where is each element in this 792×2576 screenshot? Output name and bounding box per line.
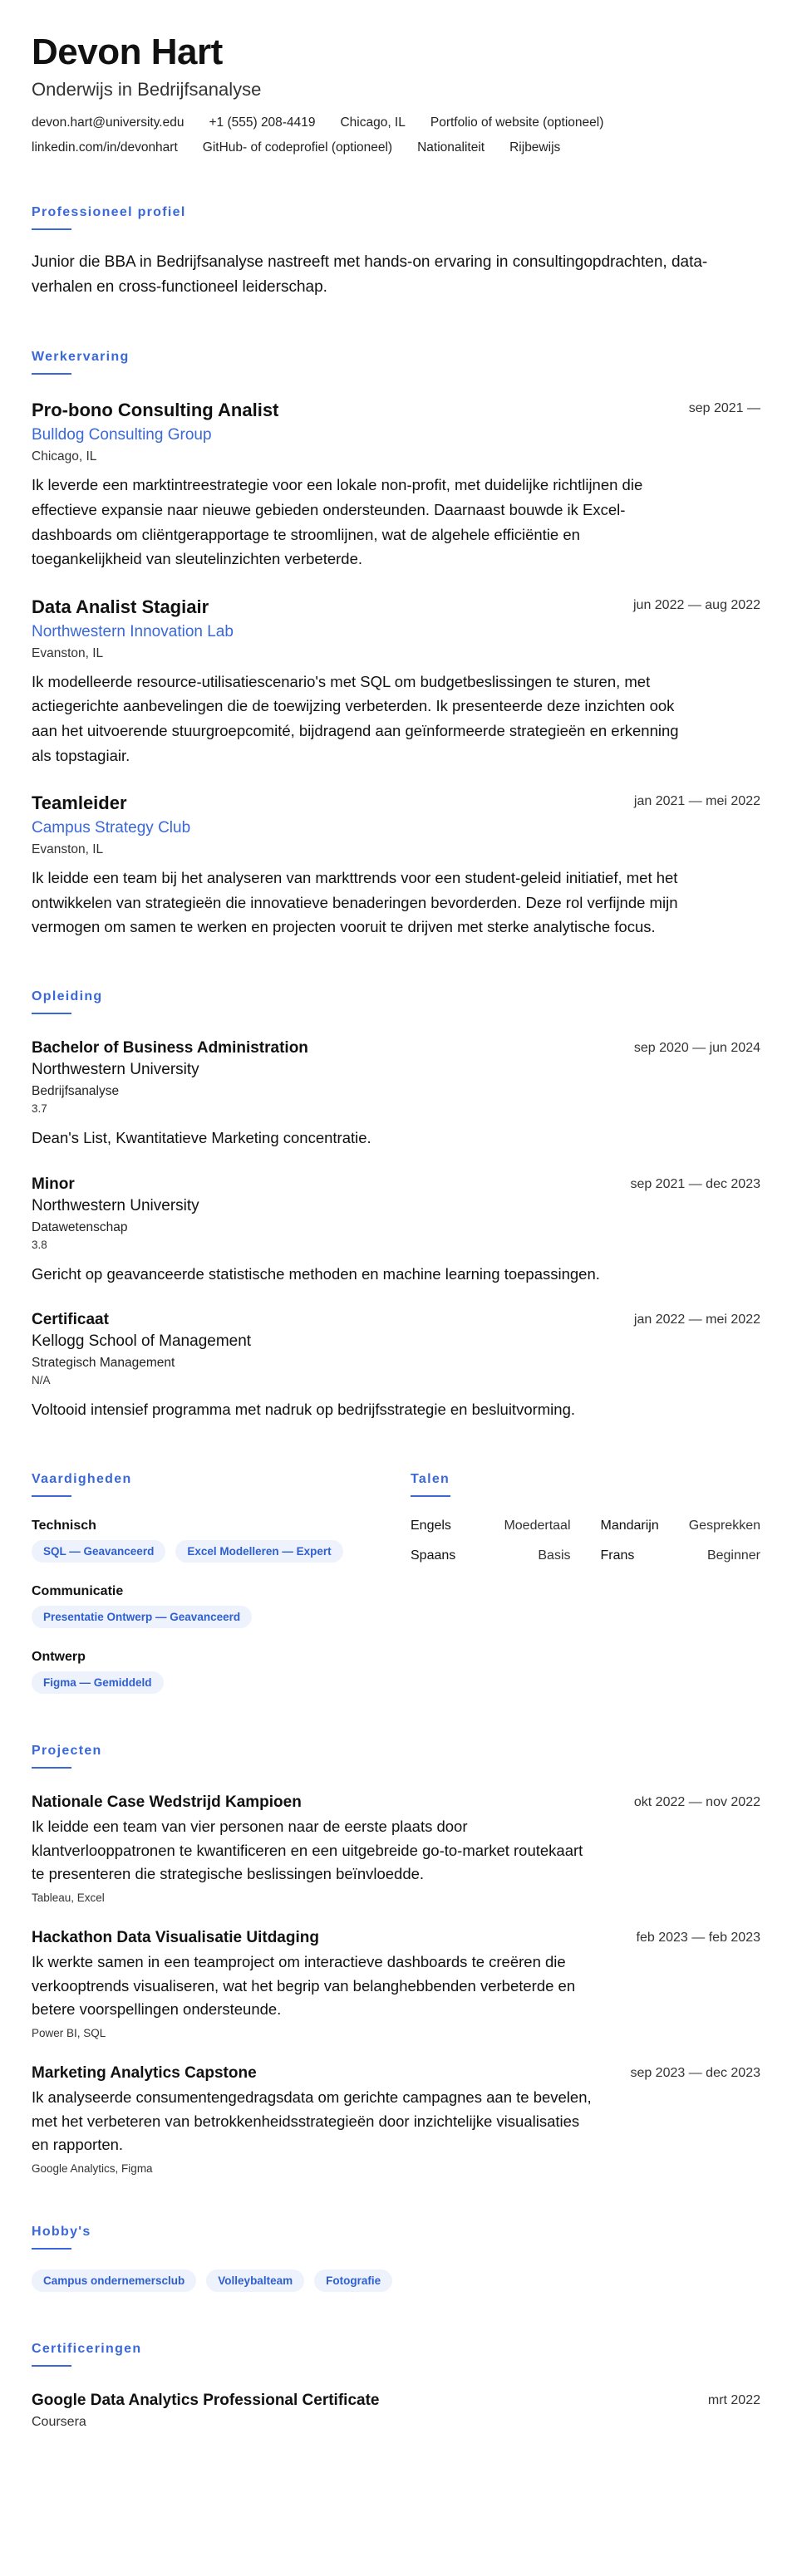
gpa-value: 3.7 [32, 1102, 47, 1115]
languages-grid [411, 1519, 760, 1563]
languages-section [411, 1472, 760, 1694]
section-divider [32, 2365, 71, 2367]
language-item [411, 1548, 571, 1563]
contact-phone[interactable]: +1 (555) 208-4419 [209, 115, 316, 130]
experience-section [32, 350, 760, 940]
job-title: Pro-bono Consulting Analist [32, 400, 279, 421]
job-location: Evanston, IL [32, 842, 104, 857]
skill-chips [32, 1540, 411, 1563]
section-divider [32, 1495, 71, 1497]
skills-section [32, 1472, 411, 1694]
skill-chip: Presentatie Ontwerp — Geavanceerd [32, 1606, 252, 1628]
entry-date: jun 2022 — aug 2022 [632, 597, 760, 612]
skill-group [32, 1584, 411, 1628]
education-entry [32, 1311, 760, 1422]
education-note: Voltooid intensief programma met nadruk op bedrijfsstrategie en besluitvorming. [32, 1401, 576, 1419]
section-title: Certificeringen [32, 2341, 142, 2356]
project-entry [32, 1929, 760, 2039]
field-of-study: Strategisch Management [32, 1356, 175, 1371]
job-location: Chicago, IL [32, 449, 97, 464]
profile-summary: Junior die BBA in Bedrijfsanalyse nastreeft met hands-on ervaring in consultingopdrachten, data-verhalen en cross-functioneel leiderschap. [32, 253, 708, 296]
language-name: Frans [600, 1548, 635, 1563]
project-description: Ik analyseerde consumentengedragsdata om gerichte campagnes aan te bevelen, met het verbeteren van betrokkenheidsstrategieën door inzichtelijke visualisaties en rapporten. [32, 2088, 592, 2154]
language-level: Moedertaal [504, 1518, 571, 1533]
education-note: Gericht op geavanceerde statistische methoden en machine learning toepassingen. [32, 1264, 600, 1283]
hobby-chips [32, 2269, 760, 2292]
gpa-value: N/A [32, 1374, 51, 1387]
language-level: Basis [538, 1548, 571, 1563]
section-title: Werkervaring [32, 350, 130, 365]
entry-date: sep 2023 — dec 2023 [630, 2065, 760, 2080]
skill-group [32, 1650, 411, 1694]
education-note: Dean's List, Kwantitatieve Marketing concentratie. [32, 1128, 371, 1146]
section-divider [32, 373, 71, 375]
gpa-value: 3.8 [32, 1238, 47, 1251]
section-title: Vaardigheden [32, 1471, 132, 1486]
skills-languages-row [32, 1472, 760, 1694]
skill-chip: SQL — Geavanceerd [32, 1540, 165, 1563]
skill-chips [32, 1671, 411, 1694]
job-title: Data Analist Stagiair [32, 596, 209, 617]
contact-nationality: Nationaliteit [417, 140, 485, 155]
contact-location: Chicago, IL [340, 115, 406, 130]
project-tech: Google Analytics, Figma [32, 2161, 153, 2175]
section-divider [32, 2248, 71, 2250]
field-of-study: Bedrijfsanalyse [32, 1083, 120, 1098]
job-description: Ik modelleerde resource-utilisatiescenario's met SQL om budgetbeslissingen te sturen, met actiegerichte aanbevelingen die de toewijzing verbeterden. Ik presenteerde deze inzichten ook aan het uitvoerende stuurgroepcomité, bijdragend aan geïnformeerde strategieën en erkenning als topstagiair. [32, 672, 679, 764]
project-title: Marketing Analytics Capstone [32, 2063, 257, 2082]
hobby-chip: Fotografie [314, 2269, 392, 2292]
job-title: Teamleider [32, 792, 127, 814]
contact-github[interactable]: GitHub- of codeprofiel (optioneel) [202, 140, 393, 155]
section-title: Projecten [32, 1743, 102, 1758]
section-title: Opleiding [32, 989, 103, 1003]
section-divider [32, 228, 71, 230]
language-name: Engels [411, 1518, 451, 1533]
contact-linkedin[interactable]: linkedin.com/in/devonhart [32, 140, 178, 155]
language-level: Gesprekken [688, 1518, 760, 1533]
entry-date: jan 2022 — mei 2022 [633, 1313, 760, 1327]
job-description: Ik leverde een marktintreestrategie voor een lokale non-profit, met duidelijke richtlijnen die effectieve expansie naar nieuwe gebieden ondersteunden. Daarnaast bouwde ik Excel-dashboards om cliëntgerapportage te stroomlijnen, wat de algehele efficiëntie en toegankelijkheid van sleutelinzichten verbeterde. [32, 476, 643, 568]
skill-chips [32, 1606, 411, 1628]
certifications-section [32, 2342, 760, 2430]
resume-header [32, 32, 760, 155]
school-name: Northwestern University [32, 1060, 199, 1078]
project-description: Ik leidde een team van vier personen naar de eerste plaats door klantverlooppatronen te kwantificeren en een uitgebreide go-to-market routekaart te presenteren die strategische beslissingen beïnvloedde. [32, 1817, 583, 1883]
experience-entry [32, 596, 760, 768]
experience-entry [32, 792, 760, 940]
profile-section [32, 205, 760, 301]
job-location: Evanston, IL [32, 645, 104, 660]
entry-date: jan 2021 — mei 2022 [633, 794, 760, 809]
field-of-study: Datawetenschap [32, 1219, 128, 1234]
company-name: Northwestern Innovation Lab [32, 622, 234, 640]
skill-chip: Figma — Gemiddeld [32, 1671, 164, 1694]
language-name: Mandarijn [600, 1518, 659, 1533]
education-entry [32, 1039, 760, 1151]
degree-title: Minor [32, 1175, 75, 1193]
skill-group-title: Communicatie [32, 1583, 124, 1598]
candidate-headline: Onderwijs in Bedrijfsanalyse [32, 78, 262, 100]
skill-group-title: Technisch [32, 1518, 96, 1533]
projects-section [32, 1744, 760, 2175]
entry-date: sep 2021 — [688, 401, 760, 416]
language-name: Spaans [411, 1548, 456, 1563]
project-title: Nationale Case Wedstrijd Kampioen [32, 1793, 302, 1811]
language-item [411, 1519, 571, 1533]
company-name: Bulldog Consulting Group [32, 426, 212, 444]
certification-entry [32, 2392, 760, 2430]
language-level: Beginner [706, 1548, 760, 1563]
project-tech: Power BI, SQL [32, 2026, 106, 2039]
project-entry [32, 2064, 760, 2175]
language-item [601, 1548, 761, 1563]
contact-list [32, 115, 730, 155]
contact-license: Rijbewijs [509, 140, 561, 155]
section-divider [32, 1013, 71, 1014]
degree-title: Bachelor of Business Administration [32, 1038, 308, 1057]
experience-entry [32, 400, 760, 571]
contact-email[interactable]: devon.hart@university.edu [32, 115, 184, 130]
entry-date: sep 2021 — dec 2023 [630, 1176, 760, 1191]
skill-group-title: Ontwerp [32, 1649, 86, 1664]
language-item [601, 1519, 761, 1533]
certification-title: Google Data Analytics Professional Certificate [32, 2391, 380, 2409]
entry-date: okt 2022 — nov 2022 [633, 1794, 760, 1809]
section-divider [411, 1495, 450, 1497]
school-name: Northwestern University [32, 1196, 199, 1214]
education-section [32, 989, 760, 1422]
project-description: Ik werkte samen in een teamproject om interactieve dashboards te creëren die verkooptrends visualiseren, wat het begrip van belanghebbenden verbeterde en betere voorspellingen ondersteunde. [32, 1952, 576, 2019]
skill-group [32, 1519, 411, 1563]
section-divider [32, 1767, 71, 1769]
certification-issuer: Coursera [32, 2414, 86, 2429]
section-title: Talen [411, 1471, 450, 1486]
company-name: Campus Strategy Club [32, 819, 191, 837]
school-name: Kellogg School of Management [32, 1332, 252, 1351]
hobbies-section [32, 2225, 760, 2292]
section-title: Hobby's [32, 2224, 91, 2239]
project-title: Hackathon Data Visualisatie Uitdaging [32, 1928, 319, 1946]
education-entry [32, 1175, 760, 1287]
hobby-chip: Campus ondernemersclub [32, 2269, 196, 2292]
candidate-name: Devon Hart [32, 32, 223, 72]
contact-portfolio[interactable]: Portfolio of website (optioneel) [430, 115, 604, 130]
project-tech: Tableau, Excel [32, 1891, 105, 1904]
hobby-chip: Volleybalteam [206, 2269, 304, 2292]
entry-date: feb 2023 — feb 2023 [636, 1930, 760, 1945]
degree-title: Certificaat [32, 1311, 109, 1329]
entry-date: mrt 2022 [707, 2392, 760, 2407]
skill-chip: Excel Modelleren — Expert [175, 1540, 342, 1563]
section-title: Professioneel profiel [32, 204, 186, 219]
job-description: Ik leidde een team bij het analyseren van markttrends voor een student-geleid initiatief, met het ontwikkelen van strategieën die innovatieve benaderingen bevorderden. Deze rol verfijnde mijn vermogen om samen te werken en projecten vooruit te drijven met sterke analytische focus. [32, 869, 678, 936]
entry-date: sep 2020 — jun 2024 [633, 1040, 760, 1055]
project-entry [32, 1793, 760, 1904]
